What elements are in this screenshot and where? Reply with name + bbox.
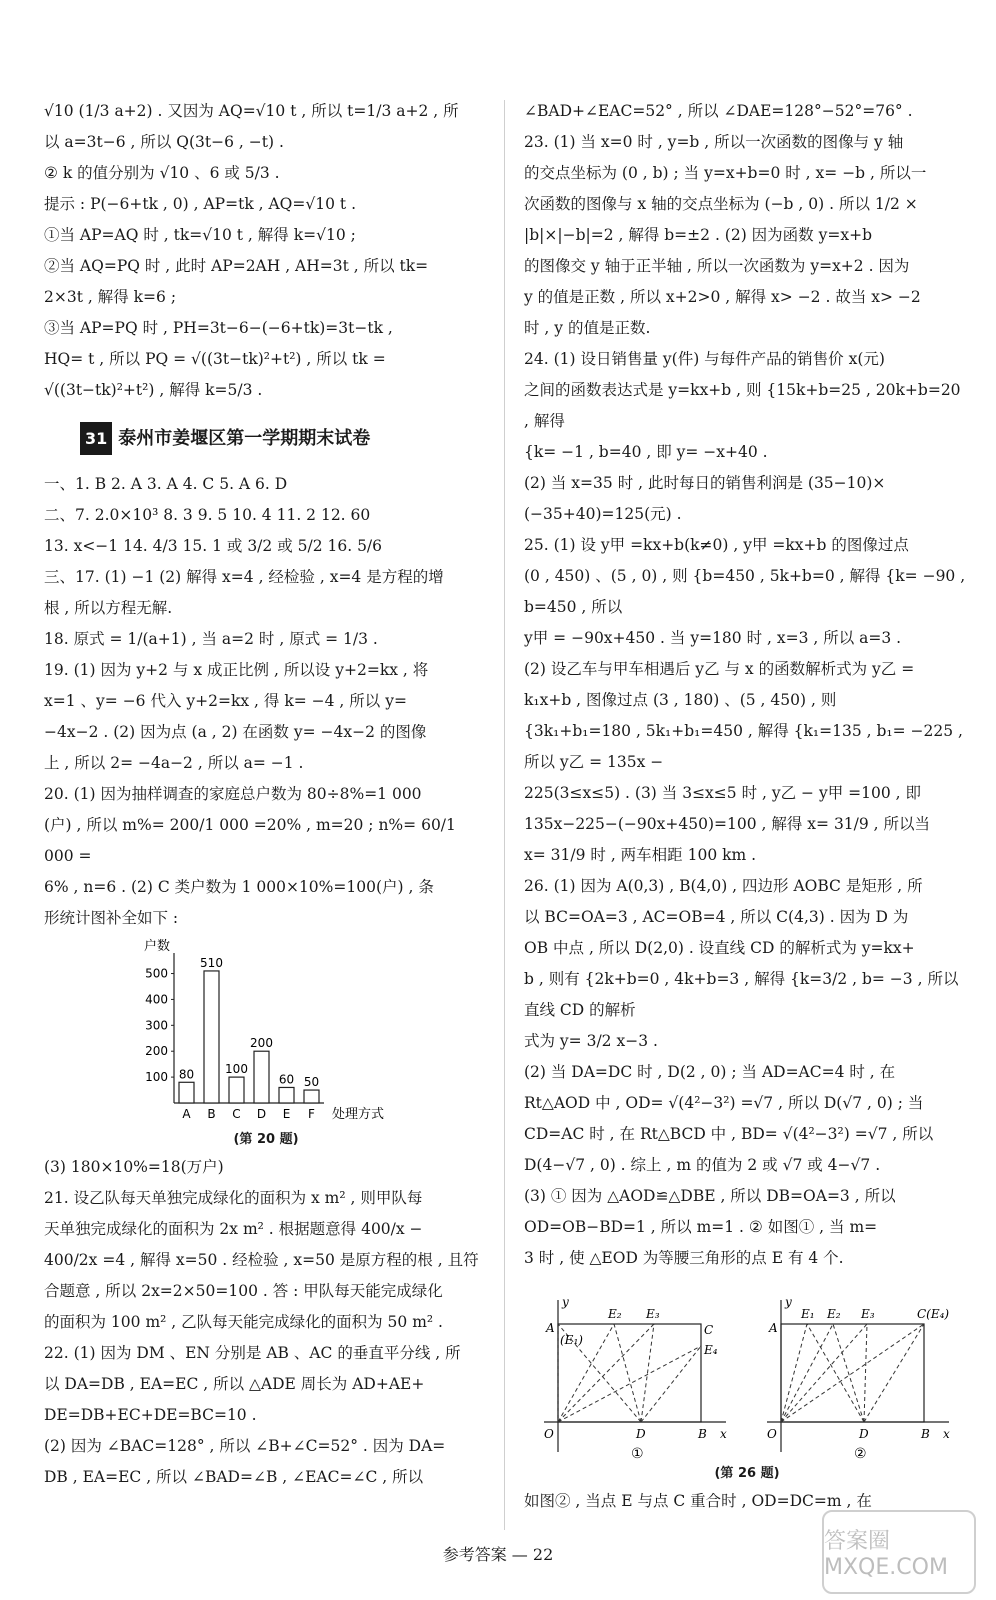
figure-number-label: ② [853, 1446, 867, 1462]
right-last-line: 如图② , 当点 E 与点 C 重合时 , OD=DC=m , 在 [524, 1492, 872, 1510]
bar [254, 1051, 269, 1103]
answer-line: 21. 设乙队每天单独完成绿化的面积为 x m² , 则甲队每 [44, 1189, 423, 1207]
figure-1-svg [536, 1282, 736, 1462]
point-label: O [766, 1427, 777, 1441]
point-label: E₄ [703, 1343, 718, 1357]
answer-line: 19. (1) 因为 y+2 与 x 成正比例 , 所以设 y+2=kx , 将 [44, 661, 429, 679]
answer-line: 的交点坐标为 (0 , b) ; 当 y=x+b=0 时 , x= −b , 所以一 [524, 164, 927, 182]
section-number-badge: 31 [80, 422, 112, 455]
point-label: E₃ [860, 1307, 875, 1321]
answer-line: 24. (1) 设日销售量 y(件) 与每件产品的销售价 x(元) [524, 350, 885, 368]
dashed-segment [641, 1324, 654, 1422]
figures-row [524, 1282, 970, 1462]
point-label: (E₁) [559, 1333, 583, 1347]
answer-line: 次函数的图像与 x 轴的交点坐标为 (−b , 0) . 所以 1/2 × [524, 195, 918, 213]
answer-line: −4x−2 . (2) 因为点 (a , 2) 在函数 y= −4x−2 的图像 [44, 723, 427, 741]
x-axis-label: 处理方式 [332, 1107, 385, 1122]
dashed-segment [781, 1324, 833, 1422]
bar-value-label: 80 [178, 1067, 195, 1082]
point-label: y [784, 1295, 792, 1309]
answer-line: (户) , 所以 m%= 200/1 000 =20% , m=20 ; n%= 60/1 000 = [44, 816, 456, 865]
text-line: 提示 : P(−6+tk , 0) , AP=tk , AQ=√10 t . [44, 195, 356, 213]
answer-line: 形统计图补全如下 : [44, 909, 179, 927]
answer-line: 的面积为 100 m² , 乙队每天能完成绿化的面积为 50 m² . [44, 1313, 443, 1331]
answer-line: (−35+40)=125(元) . [524, 505, 682, 523]
answer-line: 20. (1) 因为抽样调查的家庭总户数为 80÷8%=1 000 [44, 785, 422, 803]
answer-line: ∠BAD+∠EAC=52° , 所以 ∠DAE=128°−52°=76° . [524, 102, 913, 120]
bar [179, 1082, 194, 1103]
text-line: ②当 AQ=PQ 时 , 此时 AP=2AH , AH=3t , 所以 tk= [44, 257, 429, 275]
bar-value-label: 510 [200, 955, 223, 970]
bar-value-label: 100 [225, 1062, 248, 1077]
answer-line: (2) 因为 ∠BAC=128° , 所以 ∠B+∠C=52° . 因为 DA= [44, 1437, 446, 1455]
point-label: y [561, 1295, 569, 1309]
bar [304, 1090, 319, 1103]
text-line: √((3t−tk)²+t²) , 解得 k=5/3 . [44, 381, 263, 399]
answer-line: 25. (1) 设 y甲 =kx+b(k≠0) , y甲 =kx+b 的图像过点 [524, 536, 909, 554]
answer-line: 23. (1) 当 x=0 时 , y=b , 所以一次函数的图像与 y 轴 [524, 133, 904, 151]
x-tick-label: E [282, 1107, 291, 1121]
text-line: HQ= t , 所以 PQ = √((3t−tk)²+t²) , 所以 tk = [44, 350, 386, 368]
page-footer: 参考答案 — 22 [442, 1545, 554, 1564]
right-column [524, 96, 970, 1517]
answer-line: 135x−225−(−90x+450)=100 , 解得 x= 31/9 , 所以当 [524, 815, 931, 833]
point-label: O [543, 1427, 554, 1441]
answer-line: {3k₁+b₁=180 , 5k₁+b₁=450 , 解得 {k₁=135 , b₁= −225 , 所以 y乙 = 135x − [524, 722, 963, 771]
answer-line: 以 BC=OA=3 , AC=OB=4 , 所以 C(4,3) . 因为 D 为 [524, 908, 909, 926]
dashed-segment [833, 1324, 864, 1422]
figure-caption: (第 26 题) [714, 1466, 780, 1481]
bar-value-label: 60 [278, 1072, 295, 1087]
bar-chart [134, 938, 434, 1128]
y-tick-label: 300 [145, 1018, 168, 1033]
answer-line: 13. x<−1 14. 4/3 15. 1 或 3/2 或 5/2 16. 5/6 [44, 537, 383, 555]
y-tick-label: 500 [145, 966, 168, 981]
answer-line: 26. (1) 因为 A(0,3) , B(4,0) , 四边形 AOBC 是矩形 , 所 [524, 877, 923, 895]
bar-value-label: 50 [303, 1075, 320, 1090]
answer-line: 400/2x =4 , 解得 x=50 . 经检验 , x=50 是原方程的根 , 且符 [44, 1251, 479, 1269]
text-line: ①当 AP=AQ 时 , tk=√10 t , 解得 k=√10 ; [44, 226, 356, 244]
answer-line: Rt△AOD 中 , OD= √(4²−3²) =√7 , 所以 D(√7 , 0) ; 当 [524, 1094, 924, 1112]
dashed-segment [807, 1324, 864, 1422]
answer-line: CD=AC 时 , 在 Rt△BCD 中 , BD= √(4²−3²) =√7 , 所以 [524, 1125, 934, 1143]
section-heading [80, 422, 488, 455]
dashed-segment [864, 1324, 867, 1422]
y-axis-label: 户数 [144, 939, 171, 954]
answer-line: 三、17. (1) −1 (2) 解得 x=4 , 经检验 , x=4 是方程的增 [44, 568, 444, 586]
left-intro-text [44, 96, 488, 406]
answer-line: 天单独完成绿化的面积为 2x m² . 根据题意得 400/x − [44, 1220, 423, 1238]
text-line: 2×3t , 解得 k=6 ; [44, 288, 177, 306]
point-label: E₂ [826, 1307, 841, 1321]
y-tick-label: 100 [145, 1070, 168, 1085]
answer-line: (2) 当 DA=DC 时 , D(2 , 0) ; 当 AD=AC=4 时 , 在 [524, 1063, 896, 1081]
point-label: A [768, 1321, 778, 1335]
point-label: B [697, 1427, 707, 1441]
answer-line: 时 , y 的值是正数. [524, 319, 651, 337]
answer-line: 6% , n=6 . (2) C 类户数为 1 000×10%=100(户) , 条 [44, 878, 434, 896]
answer-line: b , 则有 {2k+b=0 , 4k+b=3 , 解得 {k=3/2 , b= −3 , 所以直线 CD 的解析 [524, 970, 959, 1019]
x-tick-label: D [256, 1107, 267, 1121]
answer-line: 18. 原式 = 1/(a+1) , 当 a=2 时 , 原式 = 1/3 . [44, 630, 378, 648]
bar-value-label: 200 [250, 1036, 273, 1051]
watermark-logo: 答案圈 MXQE.COM [822, 1510, 976, 1594]
answer-line: 根 , 所以方程无解. [44, 599, 173, 617]
answer-line: |b|×|−b|=2 , 解得 b=±2 . (2) 因为函数 y=x+b [524, 226, 873, 244]
dashed-segment [781, 1324, 807, 1422]
answer-line: 3 时 , 使 △EOD 为等腰三角形的点 E 有 4 个. [524, 1249, 844, 1267]
chart-caption: (第 20 题) [233, 1132, 299, 1147]
bar [229, 1077, 244, 1103]
point-label: x [719, 1427, 727, 1441]
point-label: D [858, 1427, 869, 1441]
answer-line: 225(3≤x≤5) . (3) 当 3≤x≤5 时 , y乙 − y甲 =100 , 即 [524, 784, 921, 802]
answer-line: (2) 当 x=35 时 , 此时每日的销售利润是 (35−10)× [524, 474, 886, 492]
point-label: E₃ [645, 1307, 660, 1321]
answer-line: 二、7. 2.0×10³ 8. 3 9. 5 10. 4 11. 2 12. 60 [44, 506, 371, 524]
point-label: C(E₄) [916, 1307, 949, 1321]
answer-line: OD=OB−BD=1 , 所以 m=1 . ② 如图① , 当 m= [524, 1218, 878, 1236]
y-tick-label: 200 [145, 1044, 168, 1059]
point-label: E₂ [607, 1307, 622, 1321]
answer-line: OB 中点 , 所以 D(2,0) . 设直线 CD 的解析式为 y=kx+ [524, 939, 915, 957]
x-tick-label: C [232, 1107, 241, 1121]
point-label: D [635, 1427, 646, 1441]
answer-line: 一、1. B 2. A 3. A 4. C 5. A 6. D [44, 475, 288, 493]
answer-line: k₁x+b , 图像过点 (3 , 180) 、(5 , 450) , 则 [524, 691, 837, 709]
answer-line: D(4−√7 , 0) . 综上 , m 的值为 2 或 √7 或 4−√7 . [524, 1156, 881, 1174]
figure-number-label: ① [630, 1446, 644, 1462]
section-title: 泰州市姜堰区第一学期期末试卷 [118, 428, 371, 449]
point-label: A [545, 1321, 555, 1335]
x-tick-label: A [182, 1107, 191, 1121]
answer-line: 式为 y= 3/2 x−3 . [524, 1032, 658, 1050]
answer-line: x= 31/9 时 , 两车相距 100 km . [524, 846, 757, 864]
figure-2-svg [759, 1282, 959, 1462]
answer-line: DB , EA=EC , 所以 ∠BAD=∠B , ∠EAC=∠C , 所以 [44, 1468, 424, 1486]
answer-line: 上 , 所以 2= −4a−2 , 所以 a= −1 . [44, 754, 304, 772]
answer-list-continued [44, 1152, 488, 1493]
answer-line: (3) ① 因为 △AOD≌△DBE , 所以 DB=OA=3 , 所以 [524, 1187, 896, 1205]
answer-line: 的图像交 y 轴于正半轴 , 所以一次函数为 y=x+2 . 因为 [524, 257, 910, 275]
column-divider [504, 100, 505, 1530]
point-label: C [703, 1323, 713, 1337]
answer-line: (3) 180×10%=18(万户) [44, 1158, 224, 1176]
answer-line: 以 DA=DB , EA=EC , 所以 △ADE 周长为 AD+AE+ [44, 1375, 425, 1393]
text-line: ② k 的值分别为 √10 、6 或 5/3 . [44, 164, 280, 182]
answer-line: (2) 设乙车与甲车相遇后 y乙 与 x 的函数解析式为 y乙 = [524, 660, 915, 678]
dashed-segment [781, 1324, 924, 1422]
figure-2 [759, 1282, 959, 1462]
dashed-segment [614, 1324, 641, 1422]
answer-line: x=1 、y= −6 代入 y+2=kx , 得 k= −4 , 所以 y= [44, 692, 407, 710]
answer-line: DE=DB+EC+DE=BC=10 . [44, 1406, 257, 1424]
answer-line: {k= −1 , b=40 , 即 y= −x+40 . [524, 443, 768, 461]
answer-line: y 的值是正数 , 所以 x+2>0 , 解得 x> −2 . 故当 x> −2 [524, 288, 921, 306]
left-column [44, 96, 488, 1493]
answer-line: (0 , 450) 、(5 , 0) , 则 {b=450 , 5k+b=0 , 解得 {k= −90 , b=450 , 所以 [524, 567, 966, 616]
x-tick-label: B [207, 1107, 216, 1121]
point-label: x [942, 1427, 950, 1441]
bar-chart-svg [134, 938, 434, 1128]
point-label: B [920, 1427, 930, 1441]
right-answers-text [524, 96, 970, 1274]
dashed-segment [864, 1324, 924, 1422]
answer-line: 22. (1) 因为 DM 、EN 分别是 AB 、AC 的垂直平分线 , 所 [44, 1344, 461, 1362]
answer-line: 之间的函数表达式是 y=kx+b , 则 {15k+b=25 , 20k+b=20 , 解得 [524, 381, 961, 430]
answer-list [44, 469, 488, 934]
answer-line: 合题意 , 所以 2x=2×50=100 . 答 : 甲队每天能完成绿化 [44, 1282, 443, 1300]
text-line: √10 (1/3 a+2) . 又因为 AQ=√10 t , 所以 t=1/3 a+2 , 所 [44, 102, 459, 120]
text-line: 以 a=3t−6 , 所以 Q(3t−6 , −t) . [44, 133, 284, 151]
point-label: E₁ [800, 1307, 815, 1321]
answer-line: y甲 = −90x+450 . 当 y=180 时 , x=3 , 所以 a=3 . [524, 629, 902, 647]
bar [279, 1087, 294, 1103]
y-tick-label: 400 [145, 992, 168, 1007]
bar [204, 971, 219, 1103]
x-tick-label: F [308, 1107, 315, 1121]
figure-1 [536, 1282, 736, 1462]
text-line: ③当 AP=PQ 时 , PH=3t−6−(−6+tk)=3t−tk , [44, 319, 393, 337]
